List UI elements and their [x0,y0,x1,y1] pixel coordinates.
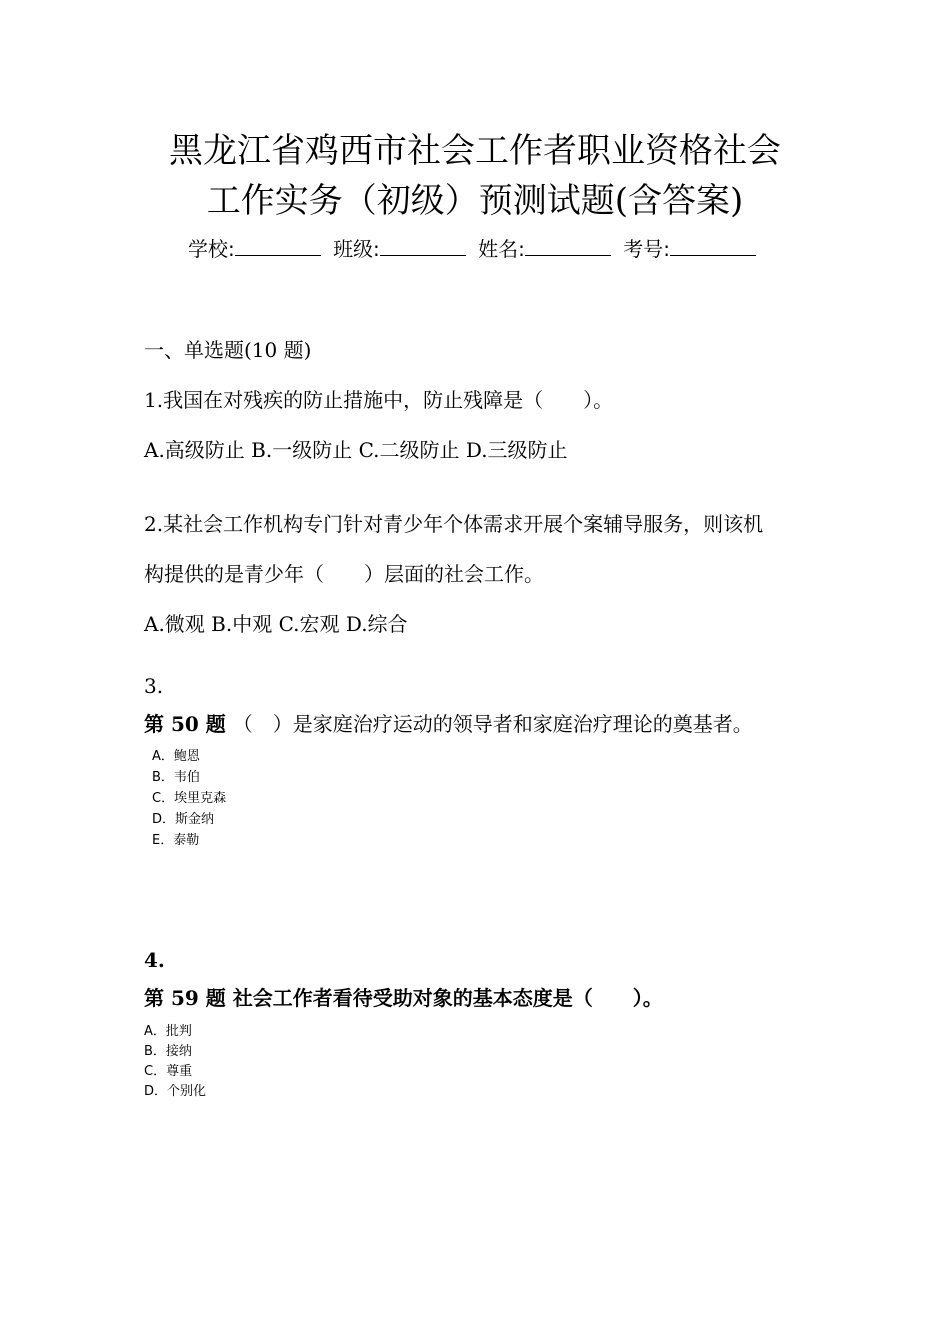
question-3-stem [144,709,753,739]
question-1-options: A.高级防止 B.一级防止 C.二级防止 D.三级防止 [144,438,568,462]
school-label: 学校: [187,237,235,261]
question-4-number: 4. [144,948,165,972]
page-title-line-1: 黑龙江省鸡西市社会工作者职业资格社会 [169,131,781,171]
exam-number-label: 考号: [623,237,671,261]
question-3-option: D．斯金纳 [152,812,215,827]
question-3-number: 3. [144,674,164,698]
question-4-stem: 第 59 题 社会工作者看待受助对象的基本态度是（ ）。 [144,986,663,1010]
question-4-option: A．批判 [144,1024,192,1039]
question-3-option: B．韦伯 [152,770,200,785]
question-2-stem-line-1: 2.某社会工作机构专门针对青少年个体需求开展个案辅导服务，则该机 [144,512,764,536]
class-blank [380,237,466,256]
question-2-options: A.微观 B.中观 C.宏观 D.综合 [144,612,408,636]
name-label: 姓名: [478,237,525,261]
school-blank [235,237,321,256]
question-4-option: B．接纳 [144,1044,192,1059]
section-heading: 一、单选题(10 题) [144,338,312,362]
question-3-text: （ ）是家庭治疗运动的领导者和家庭治疗理论的奠基者。 [232,712,753,736]
question-4-option: D．个别化 [144,1084,207,1099]
question-1-stem: 1.我国在对残疾的防止措施中，防止残障是（ ）。 [144,388,614,412]
student-info-line [0,234,950,264]
question-4-option: C．尊重 [144,1064,193,1079]
question-2-stem-line-2: 构提供的是青少年（ ）层面的社会工作。 [144,562,544,586]
question-3-option: C．埃里克森 [152,791,227,806]
question-3-option: A．鲍恩 [152,749,200,764]
page-title-line-2: 工作实务（初级）预测试题(含答案) [206,181,744,221]
class-label: 班级: [333,237,380,261]
question-3-label: 第 50 题 [144,712,226,736]
exam-number-blank [670,237,756,256]
question-3-option: E．泰勒 [152,833,200,848]
name-blank [525,237,611,256]
